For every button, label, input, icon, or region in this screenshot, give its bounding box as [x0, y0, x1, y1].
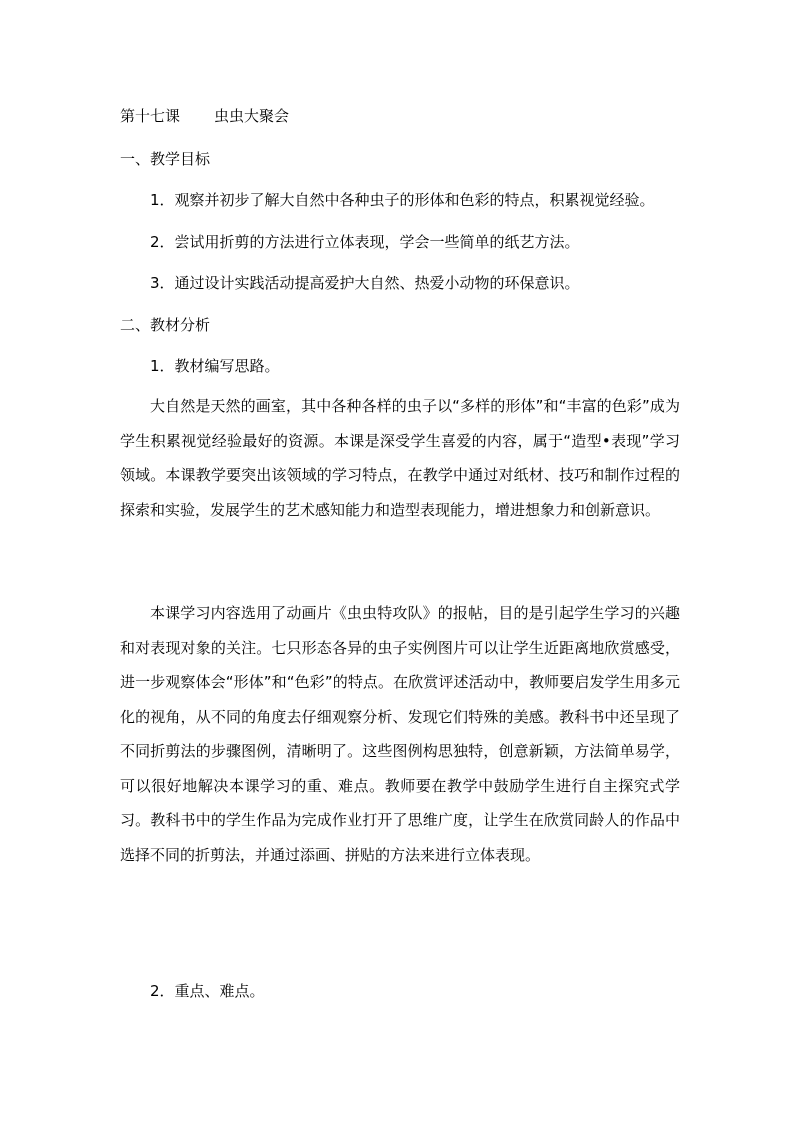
subheading-writing-idea: 1．教材编写思路。	[150, 357, 280, 375]
lesson-title	[120, 106, 289, 126]
paragraph-2: 本课学习内容选用了动画片《虫虫特攻队》的报帖，目的是引起学生学习的兴趣和对表现对象的关注。七只形态各异的虫子实例图片可以让学生近距离地欣赏感受，进一步观察体会“形体”和“色彩”的特点。在欣赏评述活动中，教师要启发学生用多元化的视角，从不同的角度去仔细观察分析、发现它们特殊的美感。教科书中还呈现了不同折剪法的步骤图例，清晰明了。这些图例构思独特，创意新颖，方法简单易学，可以很好地解决本课学习的重、难点。教师要在教学中鼓励学生进行自主探究式学习。教科书中的学生作品为完成作业打开了思维广度，让学生在欣赏同龄人的作品中选择不同的折剪法，并通过添画、拼贴的方法来进行立体表现。	[120, 604, 680, 864]
objective-item: 3．通过设计实践活动提高爱护大自然、热爱小动物的环保意识。	[150, 274, 580, 292]
section-heading-analysis: 二、教材分析	[120, 316, 211, 334]
paragraph-1: 大自然是天然的画室，其中各种各样的虫子以“多样的形体”和“丰富的色彩”成为学生积累视觉经验最好的资源。本课是深受学生喜爱的内容，属于“造型•表现”学习领域。本课教学要突出该领域的学习特点，在教学中通过对纸材、技巧和制作过程的探索和实验，发展学生的艺术感知能力和造型表现能力，增进想象力和创新意识。	[120, 397, 680, 519]
lesson-name: 虫虫大聚会	[214, 107, 290, 125]
lesson-number: 第十七课	[120, 107, 181, 125]
objective-item: 1．观察并初步了解大自然中各种虫子的形体和色彩的特点，积累视觉经验。	[150, 191, 655, 209]
subheading-key-points: 2．重点、难点。	[150, 982, 265, 1000]
section-heading-objectives: 一、教学目标	[120, 150, 211, 168]
objective-item: 2．尝试用折剪的方法进行立体表现，学会一些简单的纸艺方法。	[150, 233, 580, 251]
